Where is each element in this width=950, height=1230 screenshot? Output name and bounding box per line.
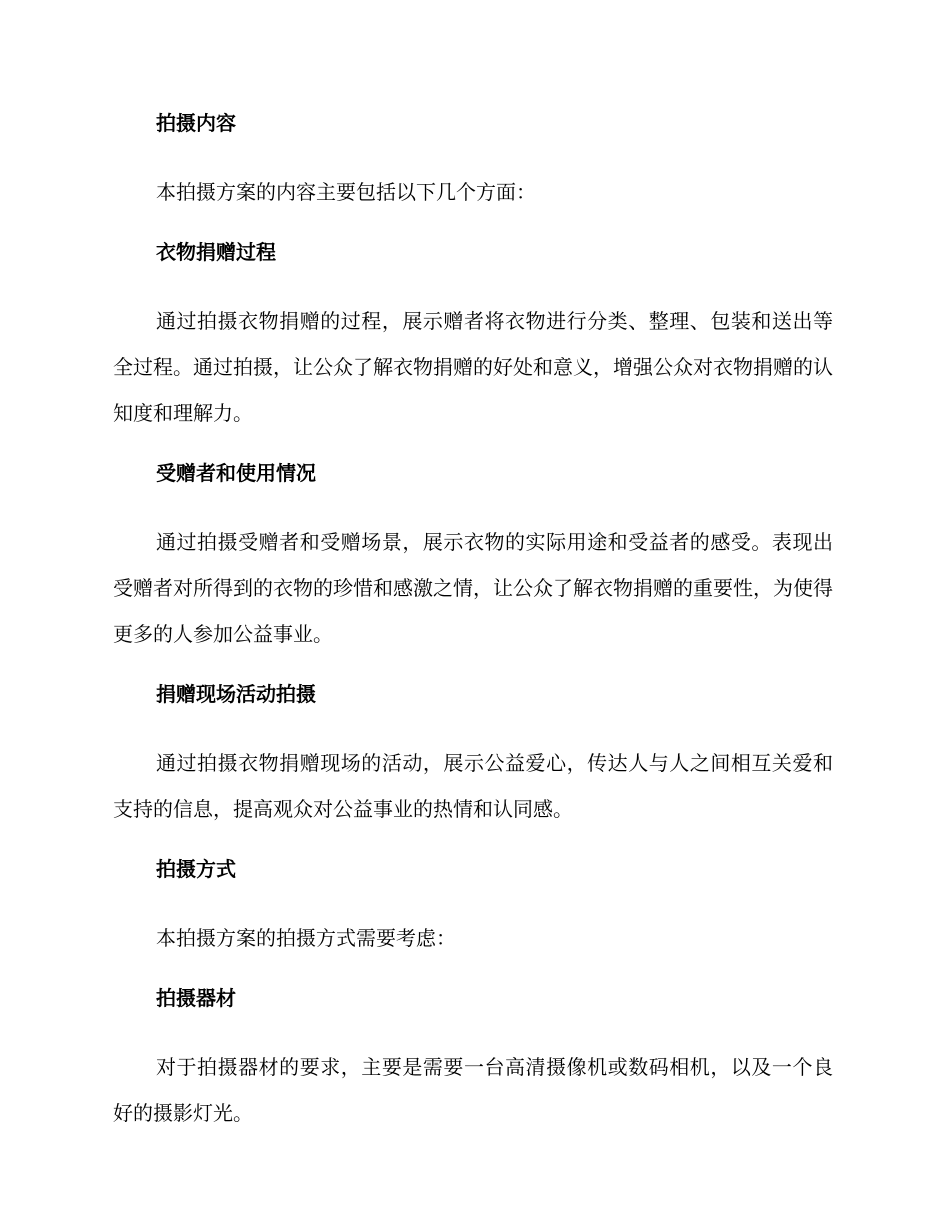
section-heading-recipients: 受赠者和使用情况 (156, 461, 316, 485)
paragraph-donation-process: 通过拍摄衣物捐赠的过程，展示赠者将衣物进行分类、整理、包装和送出等全过程。通过拍摄，让公众了解衣物捐赠的好处和意义，增强公众对衣物捐赠的认知度和理解力。 (113, 309, 833, 425)
document-body (113, 110, 833, 1136)
section-heading-shooting-content: 拍摄内容 (156, 111, 236, 135)
paragraph-equipment: 对于拍摄器材的要求，主要是需要一台高清摄像机或数码相机，以及一个良好的摄影灯光。 (113, 1055, 833, 1125)
section-heading-equipment: 拍摄器材 (156, 986, 236, 1010)
section-heading-donation-process: 衣物捐赠过程 (156, 240, 276, 264)
section-heading-onsite-activity: 捐赠现场活动拍摄 (156, 682, 316, 706)
paragraph-content-intro: 本拍摄方案的内容主要包括以下几个方面： (156, 180, 536, 204)
section-heading-shooting-method: 拍摄方式 (156, 857, 236, 881)
paragraph-shooting-method: 本拍摄方案的拍摄方式需要考虑： (156, 926, 456, 950)
paragraph-onsite-activity: 通过拍摄衣物捐赠现场的活动，展示公益爱心，传达人与人之间相互关爱和支持的信息，提高观众对公益事业的热情和认同感。 (113, 751, 833, 821)
paragraph-recipients: 通过拍摄受赠者和受赠场景，展示衣物的实际用途和受益者的感受。表现出受赠者对所得到的衣物的珍惜和感激之情，让公众了解衣物捐赠的重要性，为使得更多的人参加公益事业。 (113, 530, 833, 646)
